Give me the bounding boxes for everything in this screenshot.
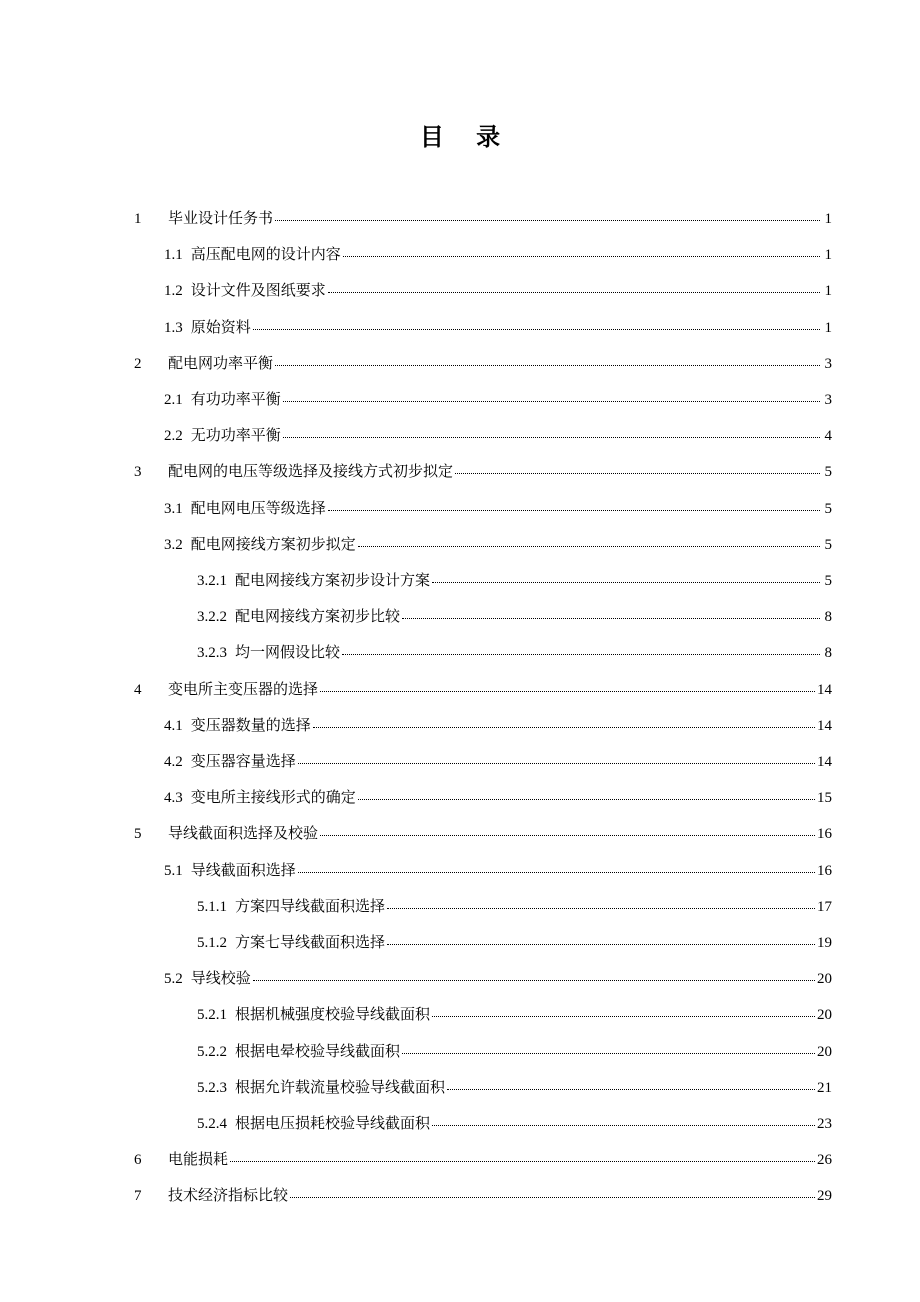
- toc-entry-page: 20: [817, 971, 832, 987]
- toc-entry[interactable]: [164, 859, 832, 881]
- toc-entry[interactable]: [134, 207, 832, 229]
- toc-entry-page: 5: [824, 573, 832, 589]
- toc-entry-page: 16: [817, 863, 832, 879]
- toc-entry[interactable]: [164, 279, 832, 301]
- toc-entry-number: 1.3: [164, 320, 183, 336]
- toc-entry-number: 1: [134, 211, 142, 227]
- toc-entry-title: 导线截面积选择: [190, 861, 296, 879]
- toc-entry-page: 5: [824, 537, 832, 553]
- toc-entry-title: 方案七导线截面积选择: [235, 933, 386, 951]
- toc-dot-leader: [455, 472, 820, 474]
- toc-entry-page: 15: [817, 790, 832, 806]
- toc-entry[interactable]: [197, 641, 832, 663]
- toc-dot-leader: [328, 291, 820, 293]
- toc-entry-title: 有功功率平衡: [190, 390, 281, 408]
- toc-entry[interactable]: [197, 931, 832, 953]
- toc-entry-page: 3: [824, 356, 832, 372]
- toc-dot-leader: [358, 545, 820, 547]
- toc-entry-page: 20: [817, 1007, 832, 1023]
- toc-entry-number: 5.2.3: [197, 1080, 227, 1096]
- toc-entry-title: 变压器容量选择: [190, 752, 296, 770]
- toc-entry[interactable]: [164, 424, 832, 446]
- page-title: 目 录: [419, 123, 513, 151]
- toc-entry-page: 14: [817, 718, 832, 734]
- toc-entry-page: 3: [824, 392, 832, 408]
- toc-entry-title: 均一网假设比较: [235, 643, 341, 661]
- toc-dot-leader: [253, 328, 820, 330]
- toc-entry-number: 4: [134, 682, 142, 698]
- toc-entry-page: 1: [824, 247, 832, 263]
- toc-entry-number: 5.2.1: [197, 1007, 227, 1023]
- toc-dot-leader: [387, 907, 815, 909]
- toc-entry[interactable]: [134, 352, 832, 374]
- toc-entry-title: 配电网接线方案初步比较: [235, 607, 401, 625]
- toc-entry[interactable]: [134, 460, 832, 482]
- toc-entry[interactable]: [197, 895, 832, 917]
- toc-entry-number: 3.2: [164, 537, 183, 553]
- toc-entry-number: 5.2.4: [197, 1116, 227, 1132]
- toc-dot-leader: [432, 1015, 815, 1017]
- toc-entry-number: 5.2: [164, 971, 183, 987]
- toc-entry-number: 2.2: [164, 428, 183, 444]
- toc-dot-leader: [230, 1160, 815, 1162]
- toc-entry-number: 4.2: [164, 754, 183, 770]
- toc-entry[interactable]: [197, 1040, 832, 1062]
- toc-entry-title: 原始资料: [190, 318, 251, 336]
- toc-entry[interactable]: [197, 1003, 832, 1025]
- toc-entry-title: 配电网功率平衡: [168, 354, 274, 372]
- toc-entry-title: 毕业设计任务书: [168, 209, 274, 227]
- toc-dot-leader: [343, 255, 820, 257]
- toc-entry-number: 3.2.2: [197, 609, 227, 625]
- toc-entry[interactable]: [164, 316, 832, 338]
- toc-dot-leader: [342, 653, 820, 655]
- toc-entry-number: 3: [134, 464, 142, 480]
- toc-entry-page: 29: [817, 1188, 832, 1204]
- toc-entry-number: 3.2.3: [197, 645, 227, 661]
- toc-entry-number: 7: [134, 1188, 142, 1204]
- toc-entry[interactable]: [164, 750, 832, 772]
- toc-entry-page: 14: [817, 754, 832, 770]
- toc-entry-number: 1.1: [164, 247, 183, 263]
- toc-entry-title: 变电所主接线形式的确定: [190, 788, 356, 806]
- toc-entry-title: 配电网的电压等级选择及接线方式初步拟定: [168, 462, 454, 480]
- toc-entry-title: 配电网接线方案初步拟定: [190, 535, 356, 553]
- toc-entry-title: 配电网电压等级选择: [190, 499, 326, 517]
- toc-entry[interactable]: [164, 786, 832, 808]
- toc-dot-leader: [298, 762, 815, 764]
- toc-entry[interactable]: [164, 388, 832, 410]
- toc-entry-page: 8: [824, 609, 832, 625]
- toc-entry-page: 1: [824, 320, 832, 336]
- toc-entry[interactable]: [164, 714, 832, 736]
- toc-entry-title: 设计文件及图纸要求: [190, 281, 326, 299]
- toc-entry-number: 4.1: [164, 718, 183, 734]
- toc-dot-leader: [313, 726, 815, 728]
- toc-entry-page: 19: [817, 935, 832, 951]
- toc-entry[interactable]: [197, 1076, 832, 1098]
- toc-dot-leader: [320, 690, 815, 692]
- toc-entry[interactable]: [197, 569, 832, 591]
- toc-entry-number: 5.1: [164, 863, 183, 879]
- toc-entry-title: 根据电压损耗校验导线截面积: [235, 1114, 431, 1132]
- toc-dot-leader: [275, 219, 820, 221]
- toc-entry[interactable]: [164, 497, 832, 519]
- toc-entry-page: 5: [824, 464, 832, 480]
- toc-dot-leader: [328, 509, 820, 511]
- toc-entry-title: 高压配电网的设计内容: [190, 245, 341, 263]
- toc-dot-leader: [447, 1088, 815, 1090]
- toc-entry-title: 根据允许载流量校验导线截面积: [235, 1078, 446, 1096]
- toc-entry[interactable]: [197, 1112, 832, 1134]
- toc-entry-title: 变电所主变压器的选择: [168, 680, 319, 698]
- toc-entry[interactable]: [134, 1148, 832, 1170]
- toc-entry-page: 16: [817, 826, 832, 842]
- toc-entry-title: 导线校验: [190, 969, 251, 987]
- toc-dot-leader: [358, 798, 815, 800]
- toc-entry-page: 21: [817, 1080, 832, 1096]
- toc-entry-number: 5: [134, 826, 142, 842]
- toc-entry-title: 电能损耗: [168, 1150, 229, 1168]
- toc-entry-title: 方案四导线截面积选择: [235, 897, 386, 915]
- toc-entry-number: 2.1: [164, 392, 183, 408]
- toc-entry[interactable]: [134, 1184, 832, 1206]
- toc-entry-page: 20: [817, 1044, 832, 1060]
- toc-entry-title: 无功功率平衡: [190, 426, 281, 444]
- toc-dot-leader: [432, 1124, 815, 1126]
- toc-entry-title: 根据电晕校验导线截面积: [235, 1042, 401, 1060]
- toc-dot-leader: [320, 834, 815, 836]
- toc-dot-leader: [283, 400, 820, 402]
- toc-dot-leader: [283, 436, 820, 438]
- toc-entry-page: 1: [824, 211, 832, 227]
- toc-entry[interactable]: [164, 243, 832, 265]
- toc-dot-leader: [298, 871, 815, 873]
- toc-entry-page: 4: [824, 428, 832, 444]
- toc-dot-leader: [402, 1052, 815, 1054]
- toc-entry-number: 4.3: [164, 790, 183, 806]
- toc-entry-title: 导线截面积选择及校验: [168, 824, 319, 842]
- toc-entry-number: 3.2.1: [197, 573, 227, 589]
- toc-entry-page: 1: [824, 283, 832, 299]
- toc-entry[interactable]: [197, 605, 832, 627]
- toc-entry[interactable]: [134, 822, 832, 844]
- toc-entry-title: 变压器数量的选择: [190, 716, 311, 734]
- toc-entry-page: 17: [817, 899, 832, 915]
- toc-entry-title: 技术经济指标比较: [168, 1186, 289, 1204]
- toc-entry-number: 5.2.2: [197, 1044, 227, 1060]
- toc-entry-number: 5.1.1: [197, 899, 227, 915]
- toc-entry[interactable]: [164, 967, 832, 989]
- toc-entry-title: 根据机械强度校验导线截面积: [235, 1005, 431, 1023]
- toc-entry-page: 26: [817, 1152, 832, 1168]
- toc-entry[interactable]: [164, 533, 832, 555]
- toc-dot-leader: [290, 1196, 815, 1198]
- toc-entry-title: 配电网接线方案初步设计方案: [235, 571, 431, 589]
- toc-dot-leader: [402, 617, 820, 619]
- toc-dot-leader: [387, 943, 815, 945]
- toc-entry-number: 2: [134, 356, 142, 372]
- toc-entry-number: 5.1.2: [197, 935, 227, 951]
- toc-entry-number: 1.2: [164, 283, 183, 299]
- toc-entry-page: 23: [817, 1116, 832, 1132]
- toc-entry-number: 3.1: [164, 501, 183, 517]
- toc-entry-page: 5: [824, 501, 832, 517]
- toc-dot-leader: [253, 979, 815, 981]
- toc-entry-number: 6: [134, 1152, 142, 1168]
- toc-dot-leader: [432, 581, 820, 583]
- toc-entry[interactable]: [134, 678, 832, 700]
- toc-entry-page: 8: [824, 645, 832, 661]
- toc-dot-leader: [275, 364, 820, 366]
- toc-entry-page: 14: [817, 682, 832, 698]
